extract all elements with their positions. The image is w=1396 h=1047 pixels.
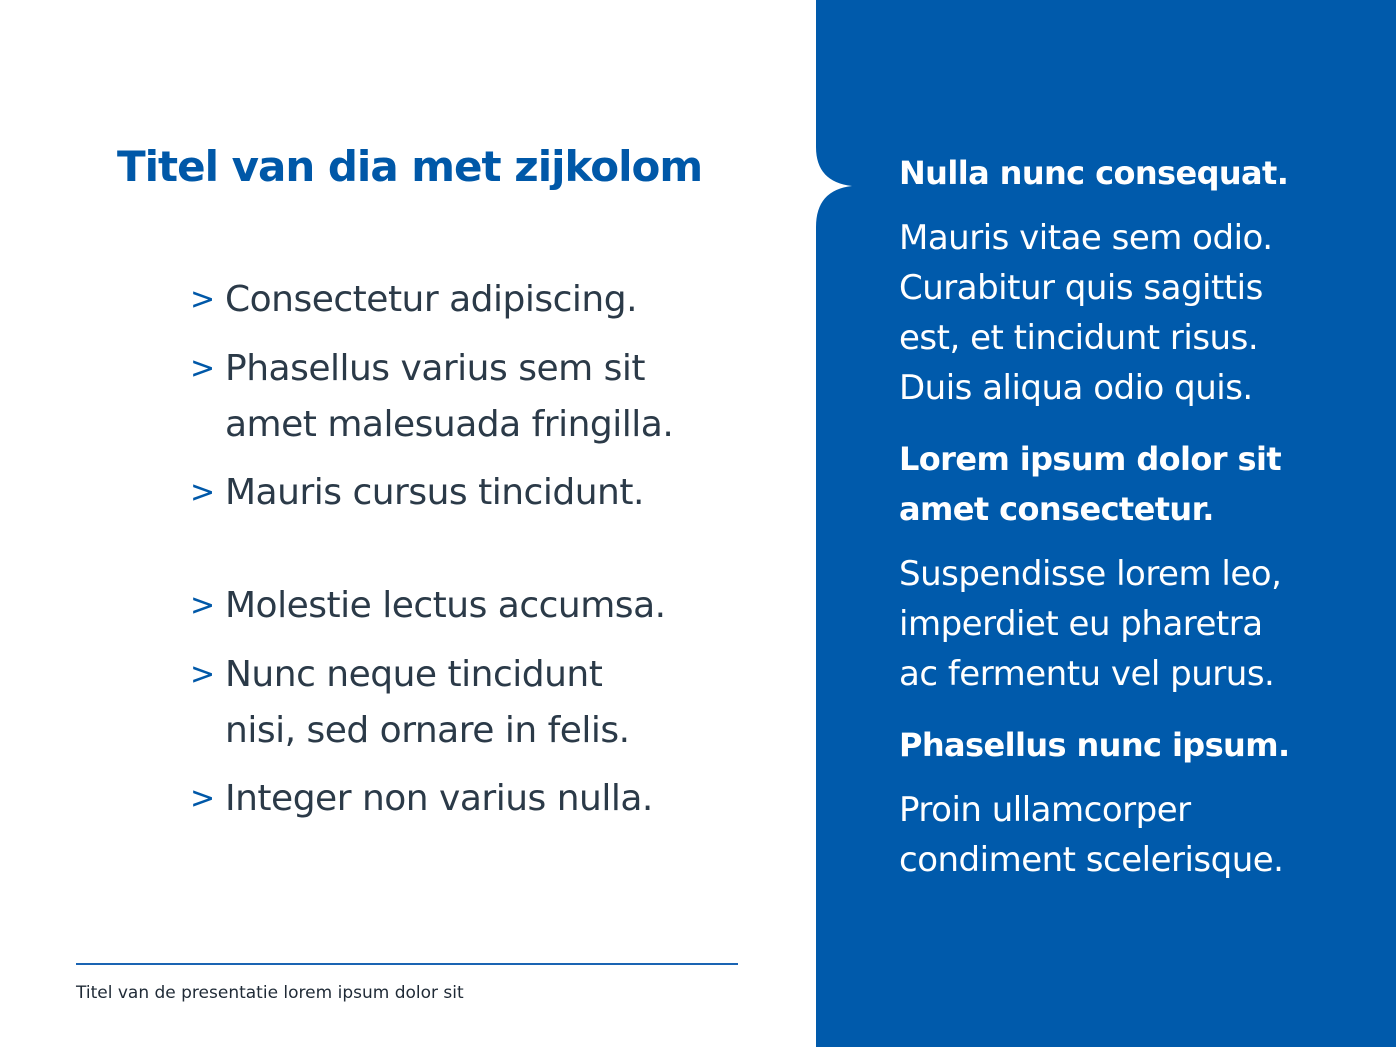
bullet-text: Molestie lectus accumsa.: [225, 585, 666, 626]
footer-title: Titel van de presentatie lorem ipsum dolor sit: [76, 983, 464, 1003]
bullet-text: Phasellus varius sem sit: [225, 348, 645, 389]
chevron-right-icon: >: [190, 781, 215, 816]
sidebar-text: Mauris vitae sem odio.: [899, 218, 1273, 258]
chevron-right-icon: >: [190, 351, 215, 386]
page-title: Titel van dia met zijkolom: [117, 142, 703, 191]
bullet-text: Nunc neque tincidunt: [225, 654, 603, 695]
sidebar-text: Suspendisse lorem leo,: [899, 554, 1282, 594]
sidebar-heading: amet consectetur.: [899, 490, 1214, 528]
chevron-right-icon: >: [190, 657, 215, 692]
sidebar-heading: Lorem ipsum dolor sit: [899, 440, 1282, 478]
sidebar-text: est, et tincidunt risus.: [899, 318, 1259, 358]
bullet-text: Consectetur adipiscing.: [225, 279, 638, 320]
chevron-right-icon: >: [190, 588, 215, 623]
bullet-text: Integer non varius nulla.: [225, 778, 653, 819]
sidebar-text: Curabitur quis sagittis: [899, 268, 1263, 308]
sidebar-heading: Nulla nunc consequat.: [899, 154, 1289, 192]
sidebar-text: imperdiet eu pharetra: [899, 604, 1263, 644]
sidebar-text: Duis aliqua odio quis.: [899, 368, 1253, 408]
bullet-text: nisi, sed ornare in felis.: [225, 710, 630, 751]
footer-divider: [76, 963, 738, 965]
bullet-text: amet malesuada fringilla.: [225, 404, 674, 445]
sidebar-text: condiment scelerisque.: [899, 840, 1284, 880]
sidebar-text: Proin ullamcorper: [899, 790, 1191, 830]
sidebar-heading: Phasellus nunc ipsum.: [899, 726, 1290, 764]
sidebar-text: ac fermentu vel purus.: [899, 654, 1275, 694]
bullet-text: Mauris cursus tincidunt.: [225, 472, 644, 513]
chevron-right-icon: >: [190, 282, 215, 317]
chevron-right-icon: >: [190, 475, 215, 510]
